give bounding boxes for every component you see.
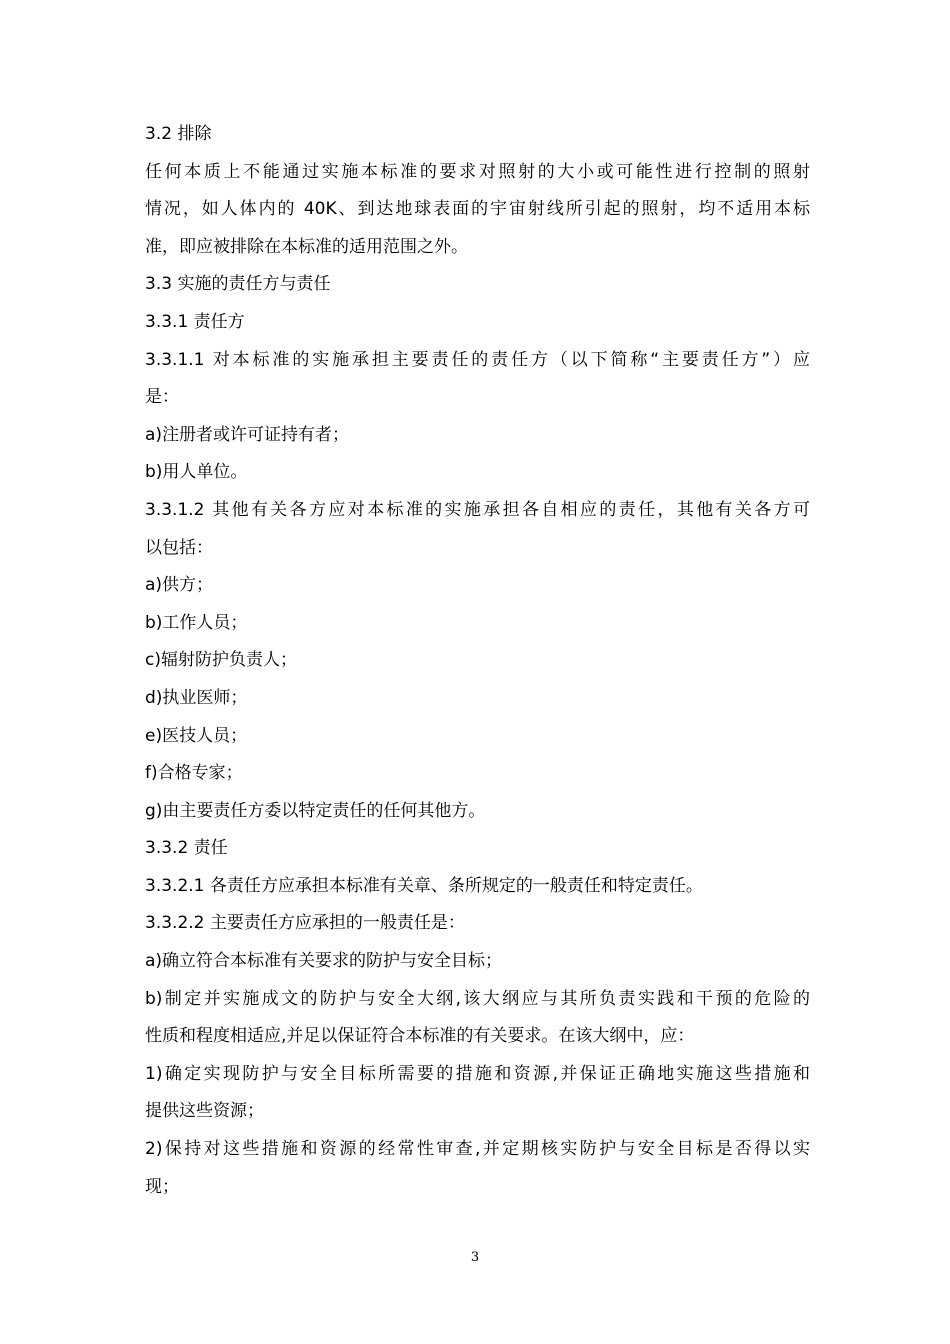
list-item: 1)确定实现防护与安全目标所需要的措施和资源,并保证正确地实施这些措施和 [145, 1063, 810, 1084]
paragraph-line: 以包括： [145, 537, 213, 558]
paragraph-line: 3.3.2.2 主要责任方应承担的一般责任是： [145, 913, 465, 934]
list-item: a)注册者或许可证持有者； [145, 424, 350, 445]
list-item: 现； [145, 1176, 179, 1197]
list-item: b)制定并实施成文的防护与安全大纲,该大纲应与其所负责实践和干预的危险的 [145, 988, 810, 1009]
section-heading-3-3-2: 3.3.2 责任 [145, 838, 228, 859]
paragraph-line: 3.3.1.1 对本标准的实施承担主要责任的责任方（以下简称“主要责任方”）应 [145, 349, 810, 370]
paragraph-line: 是： [145, 387, 179, 408]
list-item: f)合格专家； [145, 763, 243, 784]
section-heading-3-3: 3.3 实施的责任方与责任 [145, 274, 331, 295]
paragraph-line: 准，即应被排除在本标准的适用范围之外。 [145, 236, 468, 257]
section-heading-3-2: 3.2 排除 [145, 124, 212, 144]
paragraph-line: 情况，如人体内的 40K、到达地球表面的宇宙射线所引起的照射，均不适用本标 [145, 199, 810, 220]
document-body [145, 116, 810, 1206]
list-item: 2)保持对这些措施和资源的经常性审查,并定期核实防护与安全目标是否得以实 [145, 1139, 810, 1160]
list-item: c)辐射防护负责人； [145, 650, 297, 671]
list-item: e)医技人员； [145, 725, 248, 746]
section-heading-3-3-1: 3.3.1 责任方 [145, 311, 245, 332]
list-item: b)工作人员； [145, 612, 248, 633]
page-number: 3 [470, 1250, 480, 1265]
list-item: a)供方； [145, 575, 214, 596]
list-item: d)执业医师； [145, 687, 248, 708]
list-item: 性质和程度相适应,并足以保证符合本标准的有关要求。在该大纲中，应： [145, 1026, 695, 1047]
list-item: a)确立符合本标准有关要求的防护与安全目标； [145, 951, 503, 972]
paragraph-line: 任何本质上不能通过实施本标准的要求对照射的大小或可能性进行控制的照射 [145, 161, 810, 182]
list-item: g)由主要责任方委以特定责任的任何其他方。 [145, 800, 486, 821]
list-item: b)用人单位。 [145, 462, 248, 483]
paragraph-line: 3.3.1.2 其他有关各方应对本标准的实施承担各自相应的责任，其他有关各方可 [145, 499, 810, 520]
paragraph-line: 3.3.2.1 各责任方应承担本标准有关章、条所规定的一般责任和特定责任。 [145, 875, 703, 896]
list-item: 提供这些资源； [145, 1101, 264, 1122]
